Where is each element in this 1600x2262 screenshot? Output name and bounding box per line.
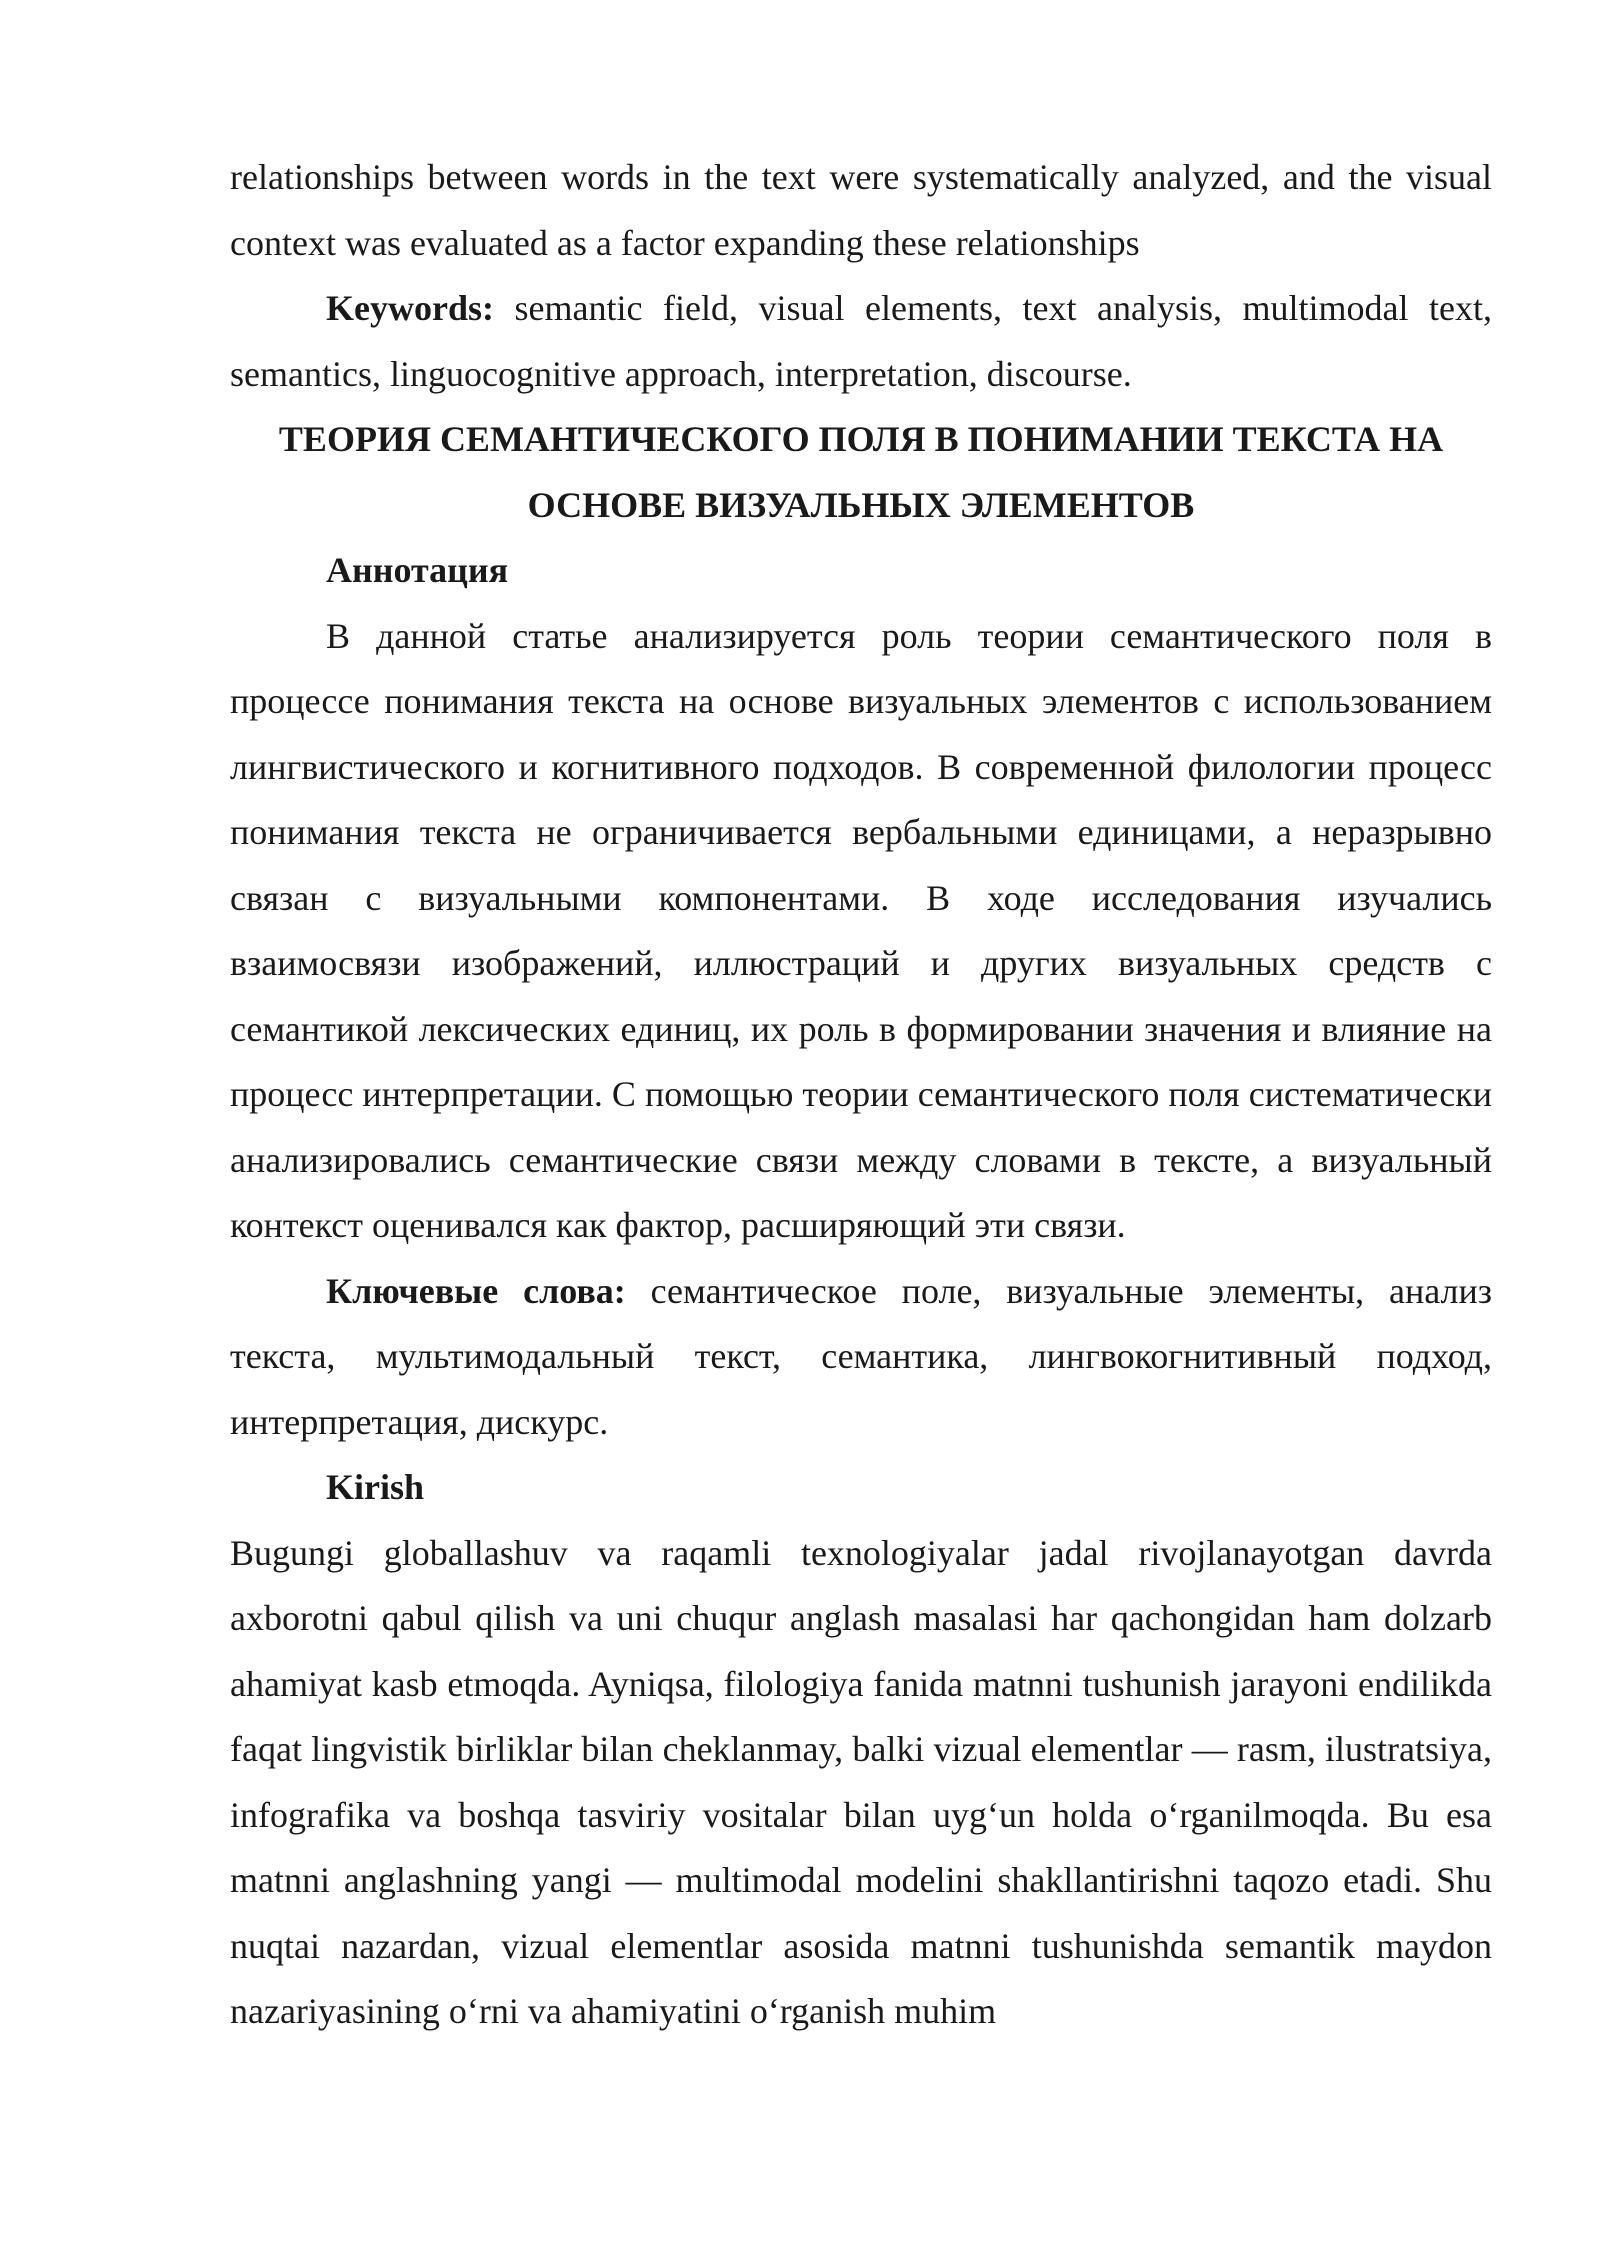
russian-annotation-text: В данной статье анализируется роль теории семантического поля в процессе понимания текста на основе визуальных элементов с использованием лингвистического и когнитивного подходов. В современной филологии процесс понимания текста не ограничивается вербальными единицами, а неразрывно связан с визуальными компонентами. В ходе исследования изучались взаимосвязи изображений, иллюстраций и других визуальных средств с семантикой лексических единиц, их роль в формировании значения и влияние на процесс интерпретации. С помощью теории семантического поля систематически анализировались семантические связи между словами в тексте, а визуальный контекст оценивался как фактор, расширяющий эти связи. (230, 615, 1492, 1245)
document-page (230, 145, 1492, 2045)
russian-title: ТЕОРИЯ СЕМАНТИЧЕСКОГО ПОЛЯ В ПОНИМАНИИ ТЕКСТА НА ОСНОВЕ ВИЗУАЛЬНЫХ ЭЛЕМЕНТОВ (278, 419, 1444, 525)
english-keywords-label: Keywords: (326, 288, 494, 328)
russian-annotation-heading: Аннотация (326, 550, 509, 590)
russian-keywords (230, 1259, 1492, 1456)
uzbek-intro-heading: Kirish (326, 1467, 425, 1507)
english-abstract-tail: relationships between words in the text were systematically analyzed, and the visual context was evaluated as a factor expanding these relationships (230, 157, 1492, 263)
uzbek-intro-text: Bugungi globallashuv va raqamli texnologiyalar jadal rivojlanayotgan davrda axborotni qabul qilish va uni chuqur anglash masalasi har qachongidan ham dolzarb ahamiyat kasb etmoqda. Ayniqsa, filologiya fanida matnni tushunish jarayoni endilikda faqat lingvistik birliklar bilan cheklanmay, balki vizual elementlar — rasm, ilustratsiya, infografika va boshqa tasviriy vositalar bilan uyg‘un holda o‘rganilmoqda. Bu esa matnni anglashning yangi — multimodal modelini shakllantirishni taqozo etadi. Shu nuqtai nazardan, vizual elementlar asosida matnni tushunishda semantik maydon nazariyasining o‘rni va ahamiyatini o‘rganish muhim (230, 1532, 1492, 2031)
english-keywords (230, 276, 1492, 407)
russian-keywords-label: Ключевые слова: (326, 1270, 626, 1311)
russian-keywords-text: семантическое поле, визуальные элементы, анализ текста, мультимодальный текст, семантика, лингвокогнитивный подход, интерпретация, дискурс. (230, 1270, 1492, 1442)
english-keywords-text: semantic field, visual elements, text analysis, multimodal text, semantics, linguocognitive approach, interpretation, discourse. (230, 288, 1492, 394)
